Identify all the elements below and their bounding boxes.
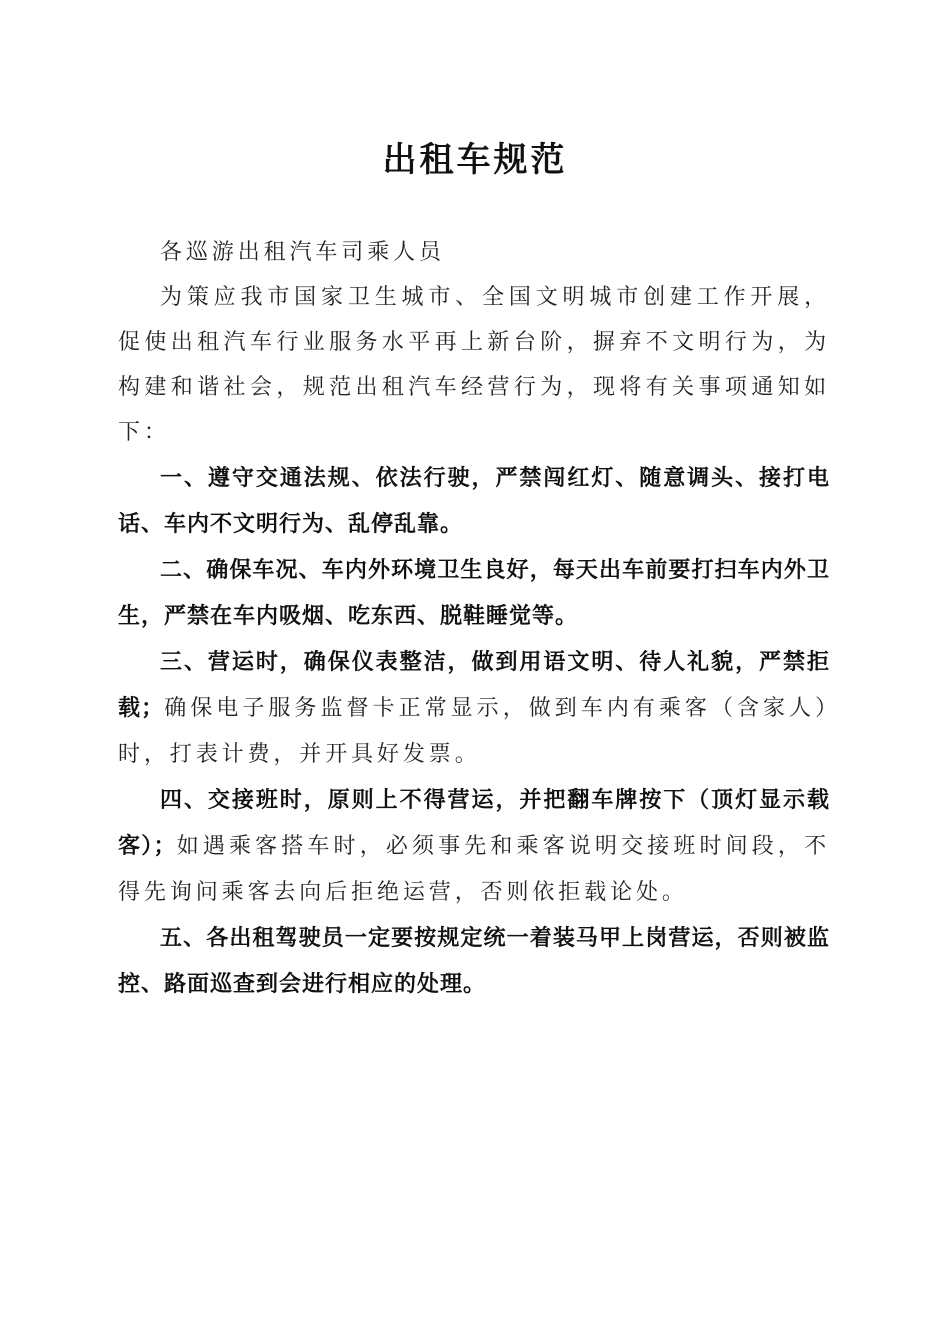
item-3: [118, 639, 830, 777]
item-2: [118, 547, 830, 639]
item-5-bold-text: 五、各出租驾驶员一定要按规定统一着装马甲上岗营运，否则被监控、路面巡查到会进行相应的处理。: [118, 926, 830, 997]
item-5: [118, 915, 830, 1007]
item-3-bold-text: 三、营运时，确保仪表整洁，做到用语文明、待人礼貌，严禁拒载；: [118, 650, 830, 721]
item-2-bold-text: 二、确保车况、车内外环境卫生良好，每天出车前要打扫车内外卫生，严禁在车内吸烟、吃东西、脱鞋睡觉等。: [118, 558, 830, 629]
item-1-bold-text: 一、遵守交通法规、依法行驶，严禁闯红灯、随意调头、接打电话、车内不文明行为、乱停乱靠。: [118, 466, 830, 537]
item-4-bold-text: 四、交接班时，原则上不得营运，并把翻车牌按下（顶灯显示载客）；: [118, 788, 830, 859]
document-body: [118, 230, 830, 1007]
salutation: 各巡游出租汽车司乘人员: [160, 240, 445, 265]
document-title: 出租车规范: [382, 140, 568, 180]
item-3-regular-text: 确保电子服务监督卡正常显示，做到车内有乘客（含家人）时，打表计费，并开具好发票。: [118, 696, 830, 767]
item-1: [118, 455, 830, 547]
intro-paragraph: 为策应我市国家卫生城市、全国文明城市创建工作开展，促使出租汽车行业服务水平再上新台阶，摒弃不文明行为，为构建和谐社会，规范出租汽车经营行为，现将有关事项通知如下：: [118, 285, 830, 445]
item-4-regular-text: 如遇乘客搭车时，必须事先和乘客说明交接班时间段，不得先询问乘客去向后拒绝运营，否则依拒载论处。: [118, 834, 830, 905]
item-4: [118, 777, 830, 915]
